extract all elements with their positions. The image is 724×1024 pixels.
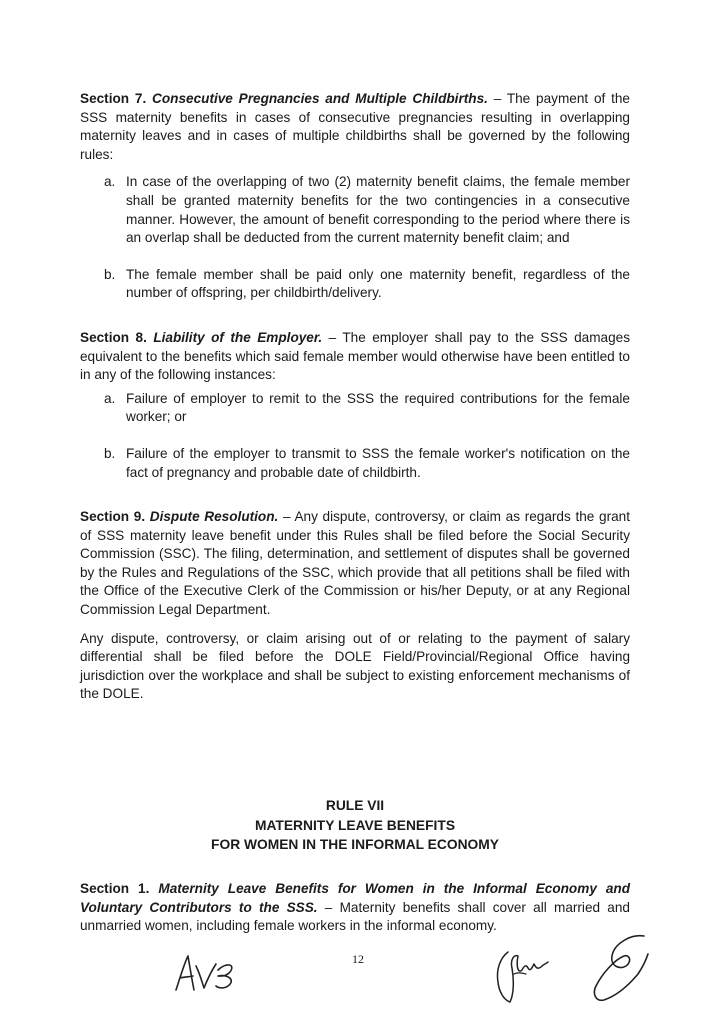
- section-9-subtitle: Dispute Resolution.: [149, 509, 279, 525]
- list-item: [80, 390, 630, 427]
- section-7-list: [80, 173, 630, 303]
- section-7-subtitle: Consecutive Pregnancies and Multiple Childbirths.: [152, 91, 488, 106]
- list-letter: a.: [104, 174, 116, 190]
- rule-section-1-subtitle: Maternity Leave Benefits for Women in the Informal Economy and Voluntary Contributors to the SSS.: [80, 881, 631, 915]
- rule-section-1: [80, 880, 630, 936]
- page-content: [80, 90, 630, 704]
- list-item-text: Failure of the employer to transmit to SSS the female worker's notification on the fact of pregnancy and probable date of childbirth.: [126, 445, 630, 480]
- list-item-text: In case of the overlapping of two (2) maternity benefit claims, the female member shall be granted maternity benefits for the two contingencies in a consecutive manner. However, the amount of benefit corresponding to the period where there is an overlap shall be deducted from the current maternity benefit claim; and: [126, 174, 630, 246]
- list-item-text: Failure of employer to remit to the SSS the required contributions for the female worker; or: [126, 390, 630, 425]
- signature-right: [586, 930, 656, 1010]
- list-letter: b.: [104, 445, 116, 461]
- list-item: [80, 445, 630, 482]
- rule-section-1-title: Section 1.: [80, 881, 150, 896]
- section-7-body: – The payment of the SSS maternity benefits in cases of consecutive pregnancies resulting in overlapping maternity leaves and in cases of multiple childbirths shall be governed by the following rules:: [80, 91, 630, 162]
- signature-initials-left: [170, 950, 250, 996]
- rule-number: RULE VII: [325, 798, 385, 813]
- section-8-intro: [80, 329, 630, 385]
- section-9-intro: [80, 508, 630, 620]
- list-letter: a.: [104, 390, 116, 406]
- section-8-list: [80, 390, 630, 482]
- rule-heading: [80, 796, 630, 855]
- section-7-title: Section 7.: [80, 91, 147, 106]
- list-item: [80, 266, 630, 303]
- section-8-body: – The employer shall pay to the SSS damages equivalent to the benefits which said female member would otherwise have been entitled to in any of the following instances:: [80, 329, 630, 383]
- rule-title-line-2: FOR WOMEN IN THE INFORMAL ECONOMY: [211, 837, 499, 852]
- list-letter: b.: [104, 266, 116, 282]
- rule-section-1-body: – Maternity benefits shall cover all married and unmarried women, including female workers in the informal economy.: [80, 899, 630, 934]
- list-item-text: The female member shall be paid only one maternity benefit, regardless of the number of offspring, per childbirth/delivery.: [126, 266, 630, 301]
- section-8-subtitle: Liability of the Employer.: [153, 329, 323, 345]
- signature-middle: [488, 944, 558, 1006]
- rule-section-1-text: [80, 880, 630, 936]
- rule-title-line-1: MATERNITY LEAVE BENEFITS: [254, 817, 456, 833]
- section-9-title: Section 9.: [80, 509, 146, 525]
- section-9-paragraph-2: Any dispute, controversy, or claim arising out of or relating to the payment of salary differential shall be filed before the DOLE Field/Provincial/Regional Office having jurisdiction over the workplace and shall be subject to existing enforcement mechanisms of the DOLE.: [80, 630, 630, 702]
- section-9-body: – Any dispute, controversy, or claim as regards the grant of SSS maternity leave benefit under this Rules shall be filed before the Social Security Commission (SSC). The filing, determination, and settlement of disputes shall be governed by the Rules and Regulations of the SSC, which provide that all petitions shall be filed with the Office of the Executive Clerk of the Commission or his/her Deputy, or at any Regional Commission Legal Department.: [80, 509, 630, 618]
- page-number: 12: [352, 952, 364, 966]
- section-8-title: Section 8.: [80, 329, 147, 345]
- section-7-intro: [80, 90, 630, 164]
- list-item: [80, 173, 630, 247]
